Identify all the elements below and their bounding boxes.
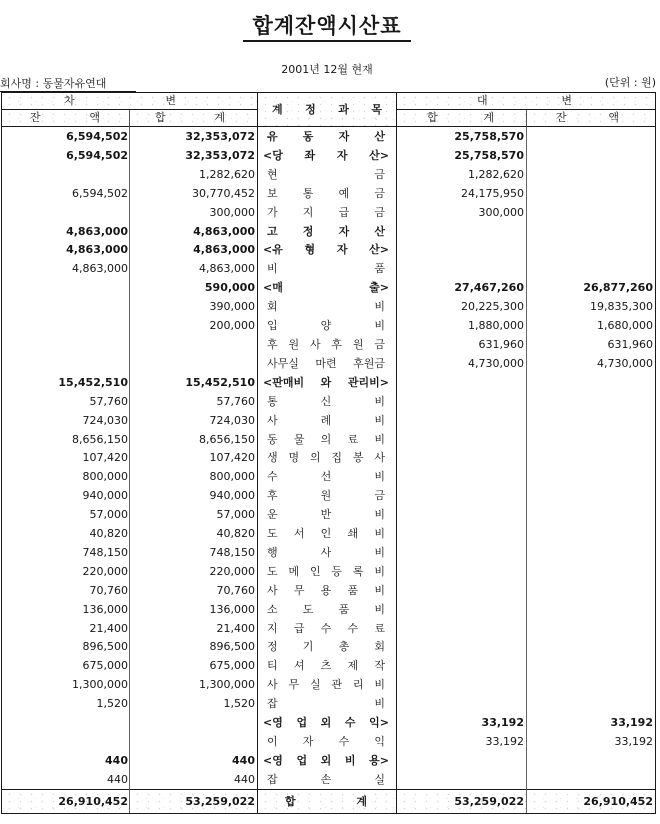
account-name-cell: 수 선 비 <box>258 467 397 486</box>
credit-balance-cell <box>527 448 655 467</box>
debit-total-cell: 940,000 <box>130 486 258 505</box>
debit-total-cell: 57,760 <box>130 392 258 411</box>
credit-balance-cell <box>527 259 655 278</box>
credit-balance-cell <box>527 203 655 222</box>
credit-balance-cell <box>527 146 655 165</box>
credit-total-cell: 27,467,260 <box>397 278 527 297</box>
debit-total-cell <box>130 732 258 751</box>
debit-total-cell: 40,820 <box>130 524 258 543</box>
debit-total-cell: 8,656,150 <box>130 430 258 449</box>
header-credit-total: 합 계 <box>397 110 527 127</box>
debit-total-cell: 32,353,072 <box>130 127 258 146</box>
credit-balance-cell <box>527 675 655 694</box>
debit-total-cell: 748,150 <box>130 543 258 562</box>
debit-total-cell: 70,760 <box>130 581 258 600</box>
credit-total-cell <box>397 222 527 241</box>
total-credit-total-cell: 53,259,022 <box>397 789 527 813</box>
debit-balance-cell <box>2 278 130 297</box>
debit-balance-cell: 724,030 <box>2 411 130 430</box>
credit-total-cell <box>397 259 527 278</box>
header-credit: 대 변 <box>397 93 655 110</box>
credit-total-cell <box>397 240 527 259</box>
debit-balance-cell: 6,594,502 <box>2 146 130 165</box>
credit-balance-cell <box>527 240 655 259</box>
debit-total-cell: 220,000 <box>130 562 258 581</box>
account-name-cell: <유 형 자 산> <box>258 240 397 259</box>
credit-total-cell <box>397 562 527 581</box>
account-name-cell: <영 업 외 수 익> <box>258 713 397 732</box>
debit-total-cell: 107,420 <box>130 448 258 467</box>
account-name-cell: 잡 손 실 <box>258 770 397 789</box>
credit-balance-cell <box>527 411 655 430</box>
debit-balance-cell <box>2 165 130 184</box>
debit-total-cell: 21,400 <box>130 619 258 638</box>
report-period: 2001년 12월 현재 <box>281 63 373 76</box>
debit-balance-cell: 440 <box>2 770 130 789</box>
debit-balance-cell: 748,150 <box>2 543 130 562</box>
debit-balance-cell: 6,594,502 <box>2 184 130 203</box>
account-name-cell: 이 자 수 익 <box>258 732 397 751</box>
credit-total-cell <box>397 751 527 770</box>
debit-balance-cell: 675,000 <box>2 656 130 675</box>
debit-total-cell: 800,000 <box>130 467 258 486</box>
debit-total-cell: 30,770,452 <box>130 184 258 203</box>
header-debit-total: 합 계 <box>130 110 258 127</box>
trial-balance-table <box>1 92 656 814</box>
credit-balance-cell <box>527 770 655 789</box>
credit-balance-cell <box>527 619 655 638</box>
account-name-cell: <당 좌 자 산> <box>258 146 397 165</box>
credit-total-cell <box>397 505 527 524</box>
account-name-cell: 후 원 사 후 원 금 <box>258 335 397 354</box>
debit-total-cell: 32,353,072 <box>130 146 258 165</box>
debit-total-cell: 4,863,000 <box>130 259 258 278</box>
credit-total-cell: 25,758,570 <box>397 127 527 146</box>
account-name-cell: <영 업 외 비 용> <box>258 751 397 770</box>
account-name-cell: 행 사 비 <box>258 543 397 562</box>
account-name-cell: 입 양 비 <box>258 316 397 335</box>
credit-total-cell <box>397 448 527 467</box>
debit-balance-cell: 21,400 <box>2 619 130 638</box>
credit-balance-cell: 26,877,260 <box>583 281 653 295</box>
debit-total-cell: 896,500 <box>130 637 258 656</box>
credit-total-cell: 24,175,950 <box>397 184 527 203</box>
account-name-cell: 보 통 예 금 <box>258 184 397 203</box>
credit-total-cell <box>397 637 527 656</box>
credit-total-cell <box>397 619 527 638</box>
credit-total-cell <box>397 467 527 486</box>
total-debit-balance-cell: 26,910,452 <box>2 789 130 813</box>
account-name-cell: 생 명 의 집 봉 사 <box>258 448 397 467</box>
credit-total-cell <box>397 543 527 562</box>
account-name-cell: 동 물 의 료 비 <box>258 430 397 449</box>
debit-total-cell: 1,300,000 <box>130 675 258 694</box>
credit-total-cell <box>397 694 527 713</box>
credit-balance-cell: 33,192 <box>614 735 653 748</box>
debit-balance-cell: 57,000 <box>2 505 130 524</box>
debit-balance-cell: 6,594,502 <box>2 127 130 146</box>
credit-balance-cell <box>527 694 655 713</box>
credit-total-cell: 300,000 <box>397 203 527 222</box>
debit-total-cell: 4,863,000 <box>130 240 258 259</box>
currency-unit: (단위 : 원) <box>604 76 656 89</box>
debit-total-cell: 1,282,620 <box>130 165 258 184</box>
debit-balance-cell <box>2 732 130 751</box>
credit-balance-cell <box>527 467 655 486</box>
debit-balance-cell: 107,420 <box>2 448 130 467</box>
credit-total-cell <box>397 600 527 619</box>
debit-balance-cell: 136,000 <box>2 600 130 619</box>
debit-balance-cell <box>2 354 130 373</box>
debit-balance-cell <box>2 297 130 316</box>
account-name-cell: 후 원 금 <box>258 486 397 505</box>
account-name-cell: 운 반 비 <box>258 505 397 524</box>
total-account-name-cell: 합 계 <box>258 789 397 813</box>
account-name-cell: 도 메 인 등 록 비 <box>258 562 397 581</box>
debit-total-cell: 390,000 <box>130 297 258 316</box>
credit-balance-cell: 19,835,300 <box>590 300 653 314</box>
credit-total-cell: 1,880,000 <box>397 316 527 335</box>
debit-balance-cell: 220,000 <box>2 562 130 581</box>
account-name-cell: 잡 비 <box>258 694 397 713</box>
debit-total-cell: 136,000 <box>130 600 258 619</box>
account-name-cell: <매 출> <box>258 278 397 297</box>
credit-total-cell <box>397 411 527 430</box>
total-credit-balance-cell: 26,910,452 <box>527 789 655 813</box>
document-title: 합계잔액시산표 <box>243 13 411 42</box>
account-name-cell: 정 기 총 회 <box>258 637 397 656</box>
debit-total-cell: 300,000 <box>130 203 258 222</box>
debit-total-cell: 57,000 <box>130 505 258 524</box>
debit-balance-cell: 1,520 <box>2 694 130 713</box>
credit-total-cell <box>397 430 527 449</box>
debit-balance-cell: 70,760 <box>2 581 130 600</box>
credit-total-cell <box>397 392 527 411</box>
account-name-cell: 사무실 마련 후원금 <box>258 354 397 373</box>
debit-balance-cell: 940,000 <box>2 486 130 505</box>
debit-balance-cell: 57,760 <box>2 392 130 411</box>
credit-total-cell: 1,282,620 <box>397 165 527 184</box>
credit-balance-cell <box>527 581 655 600</box>
credit-total-cell <box>397 770 527 789</box>
header-debit: 차 변 <box>2 93 258 110</box>
credit-balance-cell: 631,960 <box>607 337 653 351</box>
header-account-title: 계 정 과 목 <box>258 93 397 127</box>
credit-total-cell: 33,192 <box>397 713 527 732</box>
account-name-cell: 지 급 수 수 료 <box>258 619 397 638</box>
header-debit-balance: 잔 액 <box>2 110 130 127</box>
debit-total-cell <box>130 354 258 373</box>
credit-balance-cell <box>527 524 655 543</box>
debit-balance-cell: 4,863,000 <box>2 259 130 278</box>
credit-balance-cell <box>527 392 655 411</box>
account-name-cell: 가 지 급 금 <box>258 203 397 222</box>
debit-balance-cell: 40,820 <box>2 524 130 543</box>
debit-total-cell: 724,030 <box>130 411 258 430</box>
company-name: 회사명 : 동물자유연대 <box>0 77 136 92</box>
debit-balance-cell: 15,452,510 <box>2 373 130 392</box>
credit-balance-cell <box>527 184 655 203</box>
account-name-cell: 통 신 비 <box>258 392 397 411</box>
debit-balance-cell <box>2 316 130 335</box>
debit-total-cell <box>130 335 258 354</box>
account-name-cell: 사 무 용 품 비 <box>258 581 397 600</box>
debit-balance-cell <box>2 713 130 732</box>
debit-balance-cell: 4,863,000 <box>2 240 130 259</box>
debit-balance-cell: 8,656,150 <box>2 430 130 449</box>
debit-balance-cell: 896,500 <box>2 637 130 656</box>
debit-balance-cell: 800,000 <box>2 467 130 486</box>
credit-balance-cell: 4,730,000 <box>597 356 653 370</box>
account-name-cell: 현 금 <box>258 165 397 184</box>
debit-total-cell: 440 <box>130 770 258 789</box>
credit-balance-cell <box>527 562 655 581</box>
account-name-cell: 고 정 자 산 <box>258 222 397 241</box>
credit-balance-cell <box>527 165 655 184</box>
account-name-cell: 티 셔 츠 제 작 <box>258 656 397 675</box>
debit-total-cell: 200,000 <box>130 316 258 335</box>
account-name-cell: 소 도 품 비 <box>258 600 397 619</box>
credit-balance-cell <box>527 222 655 241</box>
account-name-cell: 사 례 비 <box>258 411 397 430</box>
debit-balance-cell <box>2 203 130 222</box>
credit-total-cell: 25,758,570 <box>397 146 527 165</box>
account-name-cell: <판매비 와 관리비> <box>258 373 397 392</box>
debit-total-cell: 675,000 <box>130 656 258 675</box>
credit-total-cell <box>397 581 527 600</box>
total-debit-total-cell: 53,259,022 <box>130 789 258 813</box>
credit-balance-cell <box>527 127 655 146</box>
account-name-cell: 사 무 실 관 리 비 <box>258 675 397 694</box>
debit-total-cell: 4,863,000 <box>130 222 258 241</box>
account-name-cell: 유 동 자 산 <box>258 127 397 146</box>
account-name-cell: 회 비 <box>258 297 397 316</box>
credit-balance-cell <box>527 751 655 770</box>
credit-balance-cell <box>527 637 655 656</box>
credit-balance-cell <box>527 600 655 619</box>
credit-total-cell <box>397 656 527 675</box>
credit-balance-cell <box>527 505 655 524</box>
credit-total-cell <box>397 486 527 505</box>
debit-balance-cell <box>2 335 130 354</box>
debit-total-cell: 15,452,510 <box>130 373 258 392</box>
debit-balance-cell: 440 <box>2 751 130 770</box>
credit-total-cell <box>397 675 527 694</box>
credit-balance-cell <box>527 656 655 675</box>
credit-balance-cell <box>527 430 655 449</box>
debit-total-cell: 1,520 <box>130 694 258 713</box>
debit-total-cell: 440 <box>130 751 258 770</box>
debit-total-cell: 590,000 <box>130 278 258 297</box>
debit-balance-cell: 1,300,000 <box>2 675 130 694</box>
account-name-cell: 도 서 인 쇄 비 <box>258 524 397 543</box>
credit-total-cell: 20,225,300 <box>397 297 527 316</box>
credit-balance-cell <box>527 486 655 505</box>
header-credit-balance: 잔 액 <box>527 110 655 127</box>
credit-total-cell <box>397 373 527 392</box>
account-name-cell: 비 품 <box>258 259 397 278</box>
debit-balance-cell: 4,863,000 <box>2 222 130 241</box>
credit-balance-cell <box>527 373 655 392</box>
credit-total-cell: 631,960 <box>397 335 527 354</box>
credit-balance-cell <box>527 543 655 562</box>
credit-total-cell <box>397 524 527 543</box>
debit-total-cell <box>130 713 258 732</box>
credit-total-cell: 4,730,000 <box>397 354 527 373</box>
credit-balance-cell: 33,192 <box>610 716 653 730</box>
credit-total-cell: 33,192 <box>397 732 527 751</box>
credit-balance-cell: 1,680,000 <box>597 319 653 333</box>
